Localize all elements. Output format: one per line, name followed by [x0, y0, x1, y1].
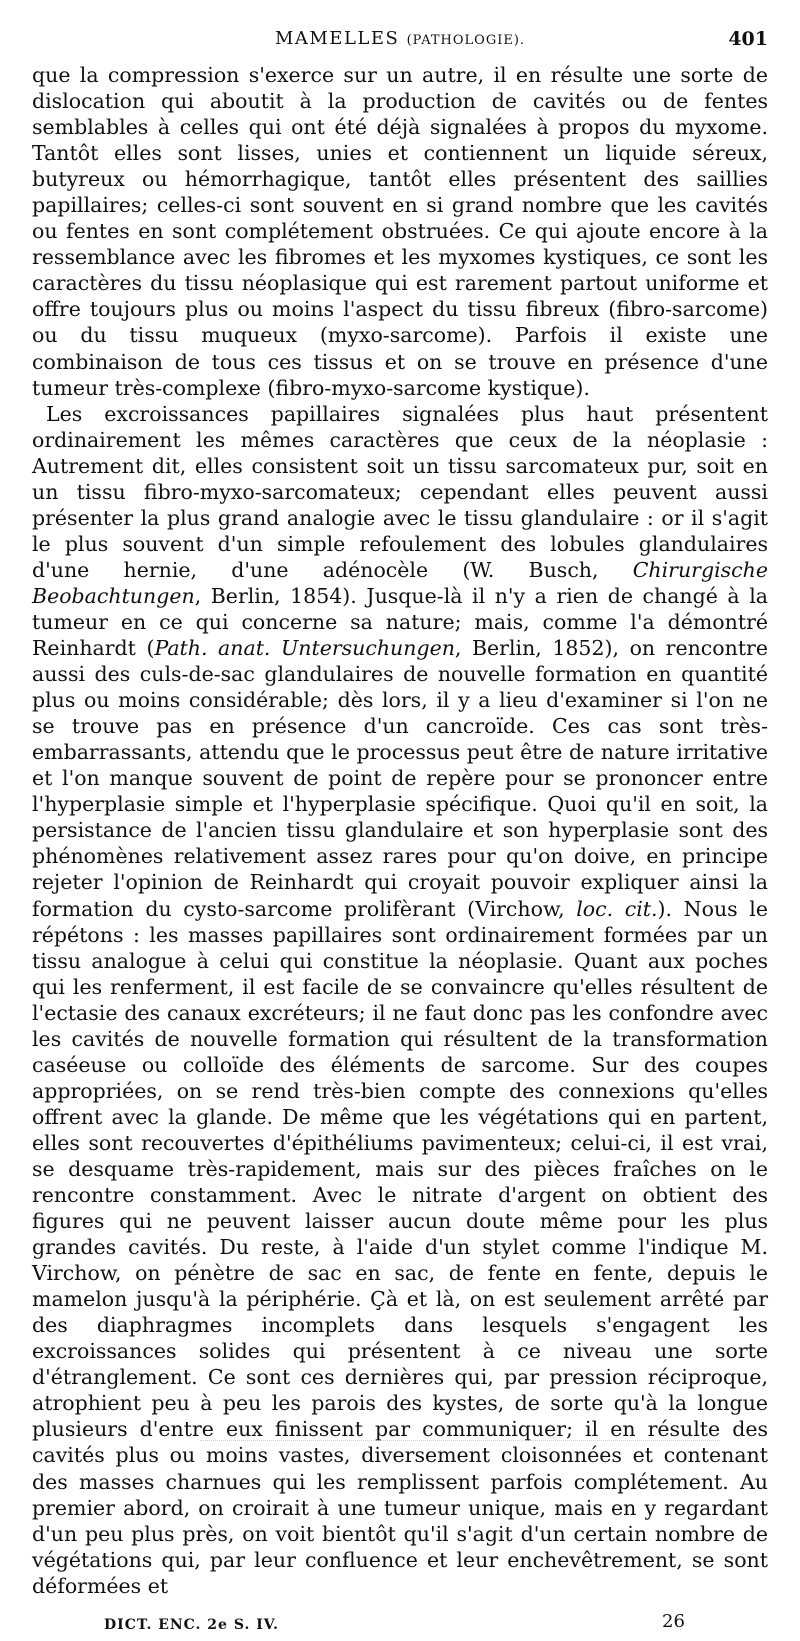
italic-citation: Path. anat. Untersuchungen: [154, 636, 455, 661]
page-title-subtitle: (PATHOLOGIE).: [406, 33, 526, 48]
text-run: que la compression s'exerce sur un autre, il en résulte une sorte de dislocation qui aboutit à la production de cavités ou de fentes semblables à celles qui ont été déjà signalées à propos du myxome. Tantôt elles sont lisses, unies et contiennent un liquide séreux, butyreux ou hémorrhagique, tantôt elles présentent des saillies papillaires; celles-ci sont souvent en si grand nombre que les cavités ou fentes en sont complétement obstruées. Ce qui ajoute encore à la ressemblance avec les fibromes et les myxomes kystiques, ce sont les caractères du tissu néoplasique qui est rarement partout uniforme et offre toujours plus ou moins l'aspect du tissu fibreux (fibro-sarcome) ou du tissu muqueux (myxo-sarcome). Parfois il existe une combinaison de tous ces tissus et on se trouve en présence d'une tumeur très-complexe (fibro-myxo-sarcome kystique).: [32, 63, 768, 400]
paragraph: [32, 401, 768, 1599]
body-text: [32, 62, 768, 1599]
page-title: [32, 28, 768, 49]
paragraph: [32, 62, 768, 401]
text-run: , Berlin, 1852), on rencontre aussi des culs-de-sac glandulaires de nouvelle formation en quantité plus ou moins considérable; dès lors, il y a lieu d'examiner si l'on ne se trouve pas en présence d'un cancroïde. Ces cas sont très-embarrassants, attendu que le processus peut être de nature irritative et l'on manque souvent de point de repère pour se prononcer entre l'hyperplasie simple et l'hyperplasie spécifique. Quoi qu'il en soit, la persistance de l'ancien tissu glandulaire et son hyperplasie sont des phénomènes relativement assez rares pour qu'on doive, en principe rejeter l'opinion de Reinhardt qui croyait pouvoir expliquer ainsi la formation du cysto-sarcome prolifèrant (Virchow,: [32, 636, 768, 921]
footer-sheet-number: 26: [662, 1610, 685, 1632]
page-title-main: MAMELLES: [274, 28, 400, 49]
page-footer: [32, 1610, 768, 1641]
page: [32, 28, 768, 1641]
page-number: 401: [728, 28, 768, 50]
running-head: [32, 28, 768, 62]
footer-signature: DICT. ENC. 2e S. IV.: [104, 1616, 280, 1633]
italic-citation: Chirurgische Beobachtungen: [32, 557, 768, 608]
scan-artifact-line: [200, 1440, 720, 1442]
text-run: ). Nous le répétons : les masses papillaires sont ordinairement formées par un tissu analogue à celui qui constitue la néoplasie. Quant aux poches qui les renferment, il est facile de se convaincre qu'elles résultent de l'ectasie des canaux excréteurs; il ne faut donc pas les confondre avec les cavités de nouvelle formation qui résultent de la transformation caséeuse ou colloïde des éléments de sarcome. Sur des coupes appropriées, on se rend très-bien compte des connexions qu'elles offrent avec la glande. De même que les végétations qui en partent, elles sont recouvertes d'épithéliums pavimenteux; celui-ci, il est vrai, se desquame très-rapidement, mais sur des pièces fraîches on le rencontre constamment. Avec le nitrate d'argent on obtient des figures qui ne peuvent laisser aucun doute même pour les plus grandes cavités. Du reste, à l'aide d'un stylet comme l'indique M. Virchow, on pénètre de sac en sac, de fente en fente, depuis le mamelon jusqu'à la périphérie. Çà et là, on est seulement arrêté par des diaphragmes incomplets dans lesquels s'engagent les excroissances solides qui présentent à ce niveau une sorte d'étranglement. Ce sont ces dernières qui, par pression réciproque, atrophient peu à peu les parois des kystes, de sorte qu'à la longue plusieurs d'entre eux finissent par communiquer; il en résulte des cavités plus ou moins vastes, diversement cloisonnées et contenant des masses charnues qui les remplissent parfois complétement. Au premier abord, on croirait à une tumeur unique, mais en y regardant d'un peu plus près, on voit bientôt qu'il s'agit d'un certain nombre de végétations qui, par leur confluence et leur enchevêtrement, se sont déformées et: [32, 896, 768, 1598]
text-run: , Berlin, 1854). Jusque-là il n'y a rien de changé à la tumeur en ce qui concerne sa nature; mais, comme l'a démontré Reinhardt (: [32, 583, 768, 661]
text-run: Les excroissances papillaires signalées plus haut présentent ordinairement les mêmes caractères que ceux de la néoplasie : Autrement dit, elles consistent soit un tissu sarcomateux pur, soit en un tissu fibro-myxo-sarcomateux; cependant elles peuvent aussi présenter la plus grand analogie avec le tissu glandulaire : or il s'agit le plus souvent d'un simple refoulement des lobules glandulaires d'une hernie, d'une adénocèle (W. Busch,: [32, 401, 768, 582]
italic-citation: loc. cit.: [576, 896, 658, 921]
